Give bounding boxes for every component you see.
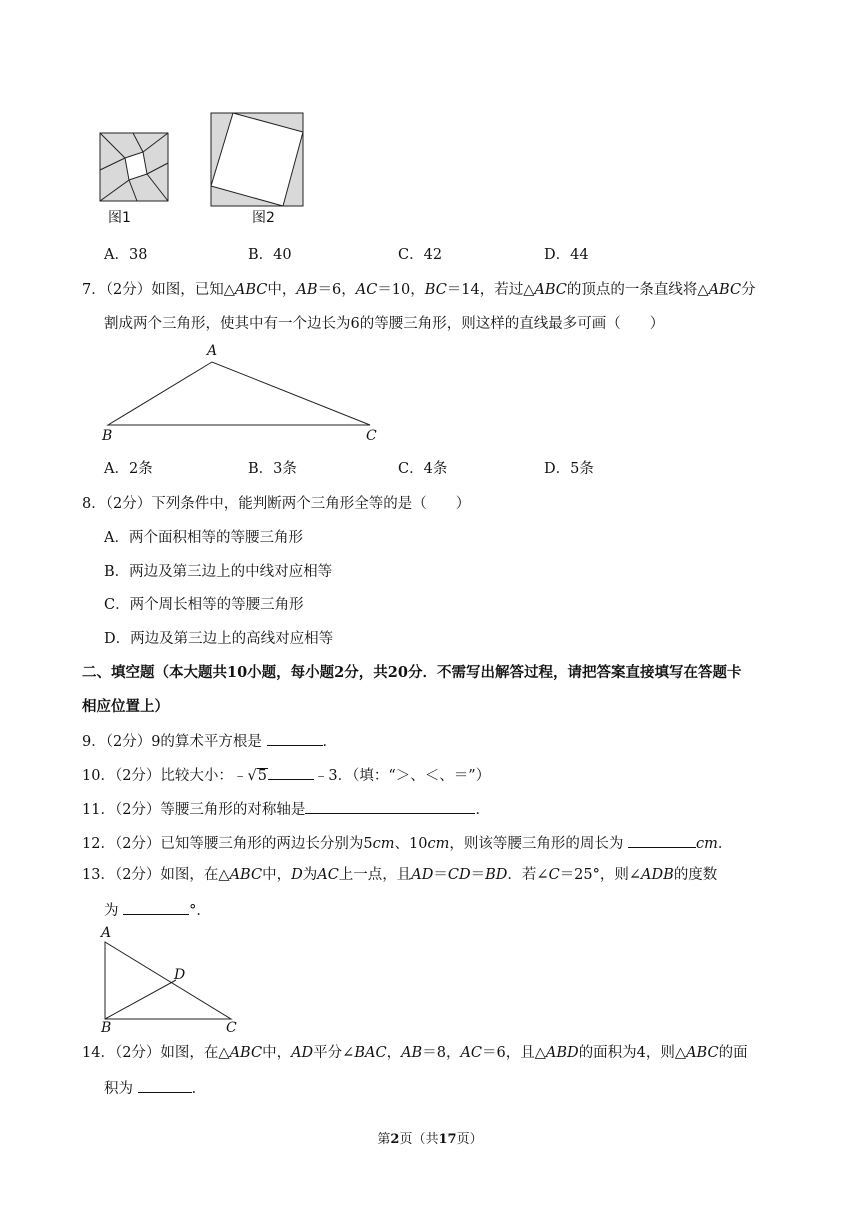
q7-label-a: A — [207, 343, 218, 359]
q11-answer-blank[interactable] — [305, 798, 475, 814]
q8-option-b: B．两边及第三边上的中线对应相等 — [104, 564, 333, 580]
q7-triangle-figure — [100, 345, 390, 445]
q6-option-c: C．42 — [398, 247, 443, 263]
footer-total-pages: 17 — [438, 1132, 457, 1147]
q7-option-c: C．4条 — [398, 461, 448, 477]
section-2-heading-line1: 二、填空题（本大题共10小题，每小题2分，共20分．不需写出解答过程，请把答案直接填写在答题卡 — [82, 664, 742, 681]
q12-answer-blank[interactable] — [628, 832, 696, 848]
q13-answer-blank[interactable] — [123, 899, 189, 915]
q8-option-d: D．两边及第三边上的高线对应相等 — [104, 631, 334, 647]
q13-label-c: C — [226, 1020, 237, 1036]
figure-2 — [211, 113, 303, 206]
q10-answer-blank[interactable] — [268, 764, 314, 780]
figure-1 — [100, 133, 168, 201]
q14-stem-line1: 14．（2分）如图，在△ABC中，AD平分∠BAC，AB＝8，AC＝6，且△ABD的面积为4，则△ABC的面 — [82, 1045, 748, 1061]
q13-stem-line1: 13．（2分）如图，在△ABC中，D为AC上一点，且AD＝CD＝BD．若∠C＝25°，则∠ADB的度数 — [82, 867, 718, 883]
q13-stem-line2: 为 °． — [104, 899, 211, 921]
q13-triangle-figure — [98, 930, 248, 1030]
q10: 10．（2分）比较大小：﹣√5 ﹣3．（填：“＞、＜、＝”） — [82, 764, 490, 786]
q9: 9．（2分）9的算术平方根是 ． — [82, 730, 337, 752]
q7-stem-line1: 7．（2分）如图，已知△ABC中，AB＝6，AC＝10，BC＝14，若过△ABC的顶点的一条直线将△ABC分 — [82, 282, 756, 298]
q6-option-d: D．44 — [544, 247, 589, 263]
footer-page-number: 2 — [390, 1132, 400, 1147]
q13-label-b: B — [101, 1020, 112, 1036]
q7-option-d: D．5条 — [544, 461, 594, 477]
q12: 12．（2分）已知等腰三角形的两边长分别为5cm、10cm，则该等腰三角形的周长为 cm． — [82, 832, 732, 854]
figure-1-label: 图1 — [108, 210, 131, 226]
q6-option-a: A．38 — [104, 247, 148, 263]
q8-option-a: A．两个面积相等的等腰三角形 — [104, 530, 303, 546]
q7-label-b: B — [102, 428, 113, 444]
q11: 11．（2分）等腰三角形的对称轴是 ． — [82, 798, 490, 820]
q9-answer-blank[interactable] — [267, 730, 323, 746]
q7-stem-line2: 割成两个三角形，使其中有一个边长为6的等腰三角形，则这样的直线最多可画（ ） — [104, 316, 665, 332]
q8-stem: 8．（2分）下列条件中，能判断两个三角形全等的是（ ） — [82, 496, 471, 512]
q14-answer-blank[interactable] — [138, 1077, 192, 1093]
q6-option-b: B．40 — [248, 247, 292, 263]
q13-label-d: D — [174, 967, 186, 983]
section-2-heading-line2: 相应位置上） — [82, 698, 169, 715]
figure-2-label: 图2 — [252, 210, 275, 226]
q13-label-a: A — [101, 925, 112, 941]
q7-label-c: C — [366, 428, 377, 444]
page-footer: 第2页（共17页） — [377, 1132, 483, 1147]
q7-option-b: B．3条 — [248, 461, 297, 477]
q7-option-a: A．2条 — [104, 461, 153, 477]
q8-option-c: C．两个周长相等的等腰三角形 — [104, 597, 304, 613]
q14-stem-line2: 积为 ． — [104, 1077, 206, 1099]
